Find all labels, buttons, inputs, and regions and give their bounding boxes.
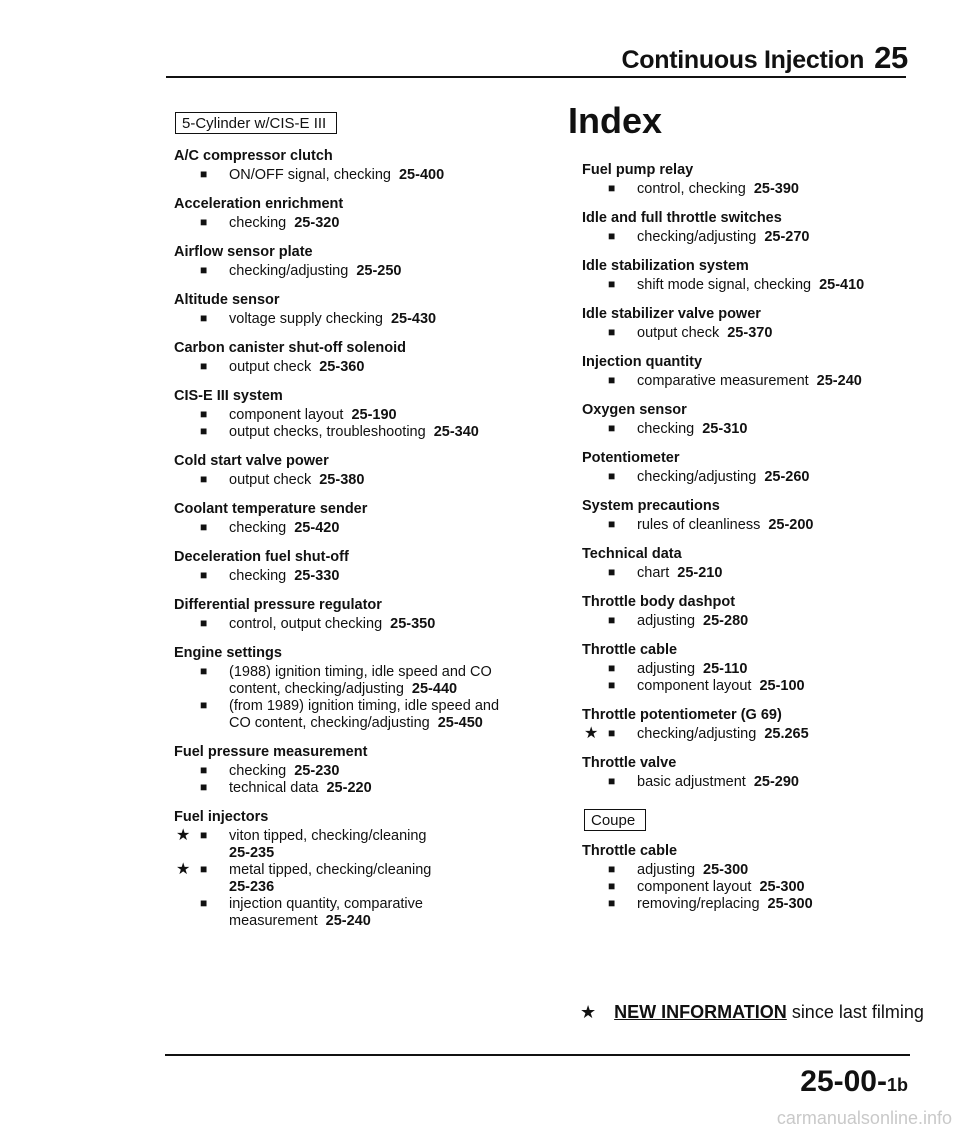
subitem-text: checking/adjusting: [637, 469, 757, 485]
entry-subitem: [174, 698, 504, 732]
entry-subitem: [174, 424, 504, 441]
subitem-text: metal tipped, checking/cleaning: [229, 862, 432, 878]
subitem-text: rules of cleanliness: [637, 517, 761, 533]
index-entry: [174, 244, 504, 280]
index-entry: [174, 549, 504, 585]
subitem-text: adjusting: [637, 613, 696, 629]
entry-subitem: [174, 263, 504, 280]
page-reference: 25-300: [703, 862, 749, 878]
entry-subitem: [582, 469, 912, 486]
index-entry: [582, 755, 912, 791]
entry-heading: Airflow sensor plate: [174, 244, 313, 260]
subitem-text: checking/adjusting: [637, 229, 757, 245]
entry-heading: Fuel pressure measurement: [174, 744, 368, 760]
entry-heading: Fuel injectors: [174, 809, 269, 825]
index-entry: [582, 162, 912, 198]
subitem-text: checking/adjusting: [229, 263, 349, 279]
entry-heading: Cold start valve power: [174, 453, 329, 469]
square-bullet-icon: ■: [608, 421, 616, 435]
index-entry: [174, 645, 504, 732]
entry-heading: Oxygen sensor: [582, 402, 687, 418]
index-entry: [174, 148, 504, 184]
star-icon: ★: [176, 827, 191, 844]
entry-subitem: [582, 517, 912, 534]
subitem-text: adjusting: [637, 862, 696, 878]
square-bullet-icon: ■: [200, 780, 208, 794]
square-bullet-icon: ■: [200, 311, 208, 325]
entry-heading: Idle stabilizer valve power: [582, 306, 761, 322]
square-bullet-icon: ■: [608, 517, 616, 531]
square-bullet-icon: ■: [608, 565, 616, 579]
index-entry: [582, 258, 912, 294]
square-bullet-icon: ■: [608, 325, 616, 339]
page-reference: 25-410: [819, 277, 865, 293]
entry-subitem: [174, 616, 504, 633]
bottom-rule: [165, 1054, 910, 1056]
index-entry: [582, 450, 912, 486]
page-reference: 25-390: [753, 181, 799, 197]
page-reference: 25-240: [816, 373, 862, 389]
square-bullet-icon: ■: [608, 469, 616, 483]
entry-subitem: [582, 661, 912, 678]
index-entry: [582, 843, 912, 913]
entry-heading: Throttle potentiometer (G 69): [582, 707, 782, 723]
index-title: Index: [568, 100, 663, 141]
coupe-box: Coupe: [584, 809, 646, 831]
star-icon: ★: [584, 725, 599, 742]
index-entry: [174, 809, 504, 930]
square-bullet-icon: ■: [200, 359, 208, 373]
square-bullet-icon: ■: [200, 424, 208, 438]
right-column: [582, 162, 912, 925]
square-bullet-icon: ■: [200, 616, 208, 630]
subitem-text: injection quantity, comparative measurement: [229, 896, 423, 929]
subitem-text: checking: [229, 568, 287, 584]
index-entry: [582, 306, 912, 342]
page-reference: 25-210: [677, 565, 723, 581]
index-entry: [582, 707, 912, 743]
entry-subitem: [582, 277, 912, 294]
page-reference: 25-340: [433, 424, 479, 440]
page-number-main: 25-00-: [800, 1065, 887, 1098]
entry-heading: A/C compressor clutch: [174, 148, 333, 164]
subitem-text: output check: [229, 472, 312, 488]
entry-heading: Fuel pump relay: [582, 162, 694, 178]
entry-heading: Throttle cable: [582, 642, 678, 658]
subitem-text: removing/replacing: [637, 896, 760, 912]
index-entry: [582, 594, 912, 630]
page-number-suffix: 1b: [886, 1075, 908, 1095]
star-icon: ★: [176, 861, 191, 878]
page-number: [800, 1065, 908, 1099]
square-bullet-icon: ■: [200, 167, 208, 181]
page-reference: 25-430: [390, 311, 437, 327]
square-bullet-icon: ■: [608, 613, 616, 627]
subitem-text: checking: [229, 520, 287, 536]
entry-subitem: [582, 678, 912, 695]
square-bullet-icon: ■: [200, 520, 208, 534]
square-bullet-icon: ■: [608, 181, 616, 195]
page-reference: 25-330: [294, 568, 340, 584]
page-reference: 25-230: [294, 763, 340, 779]
subitem-text: adjusting: [637, 661, 696, 677]
page-reference: 25-110: [703, 661, 748, 677]
page-reference: 25-380: [319, 472, 365, 488]
subitem-text: control, output checking: [229, 616, 383, 632]
page-reference: 25-310: [702, 421, 748, 437]
square-bullet-icon: ■: [200, 263, 208, 277]
subitem-text: technical data: [229, 780, 319, 796]
index-entry: [582, 498, 912, 534]
page-reference: 25-280: [703, 613, 749, 629]
square-bullet-icon: ■: [200, 472, 208, 486]
square-bullet-icon: ■: [608, 277, 616, 291]
subitem-text: checking: [229, 215, 287, 231]
entry-heading: Injection quantity: [582, 354, 703, 370]
subitem-text: basic adjustment: [637, 774, 746, 790]
footnote: [580, 1002, 924, 1023]
subitem-text: (from 1989) ignition timing, idle speed and CO content, checking/adjusting: [229, 698, 500, 731]
index-entry: [582, 402, 912, 438]
page-reference: 25-235: [229, 845, 275, 861]
square-bullet-icon: ■: [200, 215, 208, 229]
page-reference: 25-270: [764, 229, 810, 245]
entry-subitem: [582, 325, 912, 342]
entry-heading: Idle and full throttle switches: [582, 210, 782, 226]
page-reference: 25-240: [325, 913, 371, 929]
square-bullet-icon: ■: [200, 568, 208, 582]
subitem-text: checking: [229, 763, 287, 779]
entry-heading: CIS-E III system: [174, 388, 283, 404]
subitem-text: ON/OFF signal, checking: [229, 167, 391, 183]
coupe-entries: [582, 843, 912, 913]
entry-subitem: [582, 879, 912, 896]
page-reference: 25-190: [351, 407, 397, 423]
page-reference: 25-360: [319, 359, 365, 375]
page-reference: 25-400: [398, 167, 445, 183]
entry-subitem: [174, 780, 504, 797]
watermark[interactable]: carmanualsonline.info: [776, 1108, 952, 1128]
square-bullet-icon: ■: [200, 664, 208, 678]
index-entry: [582, 546, 912, 582]
square-bullet-icon: ■: [608, 879, 616, 893]
entry-subitem: [174, 896, 504, 930]
square-bullet-icon: ■: [608, 896, 616, 910]
entry-subitem: [582, 896, 912, 913]
square-bullet-icon: ■: [200, 862, 208, 876]
entry-subitem: [174, 828, 504, 862]
entry-heading: System precautions: [582, 498, 720, 514]
entry-subitem: [174, 862, 504, 896]
square-bullet-icon: ■: [200, 896, 208, 910]
entry-subitem: [174, 311, 504, 328]
entry-subitem: [582, 229, 912, 246]
square-bullet-icon: ■: [200, 407, 208, 421]
entry-heading: Carbon canister shut-off solenoid: [174, 340, 407, 356]
square-bullet-icon: ■: [608, 726, 616, 740]
entry-subitem: [174, 568, 504, 585]
square-bullet-icon: ■: [608, 678, 616, 692]
chapter-header: [622, 40, 908, 76]
entry-heading: Coolant temperature sender: [174, 501, 368, 517]
entry-heading: Idle stabilization system: [582, 258, 749, 274]
model-box: 5-Cylinder w/CIS-E III: [175, 112, 337, 134]
entry-subitem: [174, 520, 504, 537]
entry-heading: Potentiometer: [582, 450, 680, 466]
subitem-text: voltage supply checking: [229, 311, 383, 327]
index-entry: [174, 597, 504, 633]
subitem-text: component layout: [229, 407, 344, 423]
entry-subitem: [174, 215, 504, 232]
page-reference: 25-260: [764, 469, 810, 485]
page-reference: 25-420: [294, 520, 340, 536]
chapter-number: 25: [874, 40, 908, 75]
square-bullet-icon: ■: [608, 862, 616, 876]
page-reference: 25-300: [767, 896, 813, 912]
entry-heading: Acceleration enrichment: [174, 196, 344, 212]
index-entry: [582, 354, 912, 390]
entry-subitem: [582, 421, 912, 438]
entry-subitem: [174, 472, 504, 489]
page-reference: 25-220: [326, 780, 372, 796]
left-column: [174, 148, 504, 942]
entry-subitem: [582, 774, 912, 791]
star-icon: ★: [580, 1002, 597, 1022]
subitem-text: checking/adjusting: [637, 726, 757, 742]
subitem-text: output check: [637, 325, 720, 341]
square-bullet-icon: ■: [200, 763, 208, 777]
subitem-text: output checks, troubleshooting: [229, 424, 426, 440]
page-reference: 25-350: [390, 616, 436, 632]
page-reference: 25-100: [759, 678, 805, 694]
entry-heading: Altitude sensor: [174, 292, 280, 308]
index-entry: [174, 453, 504, 489]
subitem-text: viton tipped, checking/cleaning: [229, 828, 427, 844]
entry-subitem: [582, 181, 912, 198]
entry-subitem: [582, 373, 912, 390]
square-bullet-icon: ■: [200, 698, 208, 712]
index-entry: [174, 501, 504, 537]
subitem-text: comparative measurement: [637, 373, 809, 389]
entry-heading: Deceleration fuel shut-off: [174, 549, 349, 565]
page-reference: 25-370: [727, 325, 773, 341]
entry-subitem: [174, 407, 504, 424]
top-rule: [166, 76, 906, 78]
page-reference: 25-290: [753, 774, 799, 790]
subitem-text: component layout: [637, 879, 752, 895]
page-reference: 25-250: [356, 263, 402, 279]
entry-heading: Engine settings: [174, 645, 282, 661]
page-reference: 25-300: [759, 879, 805, 895]
square-bullet-icon: ■: [608, 373, 616, 387]
index-entry: [174, 388, 504, 441]
entry-subitem: [174, 664, 504, 698]
page-reference: 25-440: [411, 681, 458, 697]
index-entry: [582, 642, 912, 695]
page-reference: 25-450: [437, 715, 483, 731]
new-information-label: NEW INFORMATION: [614, 1002, 787, 1022]
subitem-text: control, checking: [637, 181, 746, 197]
entry-heading: Differential pressure regulator: [174, 597, 382, 613]
page-reference: 25-236: [229, 879, 275, 895]
subitem-text: chart: [637, 565, 670, 581]
square-bullet-icon: ■: [200, 828, 208, 842]
subitem-text: component layout: [637, 678, 752, 694]
index-entry: [174, 196, 504, 232]
chapter-title: Continuous Injection: [621, 46, 865, 74]
subitem-text: output check: [229, 359, 312, 375]
entry-subitem: [582, 613, 912, 630]
entry-heading: Technical data: [582, 546, 682, 562]
square-bullet-icon: ■: [608, 229, 616, 243]
index-entry: [174, 340, 504, 376]
entry-subitem: [174, 359, 504, 376]
index-entry: [174, 744, 504, 797]
entry-subitem: [582, 565, 912, 582]
entry-subitem: [174, 763, 504, 780]
entry-subitem: [582, 862, 912, 879]
index-entry: [582, 210, 912, 246]
entry-subitem: [582, 726, 912, 743]
entry-heading: Throttle valve: [582, 755, 677, 771]
page-reference: 25-200: [768, 517, 814, 533]
page-reference: 25-320: [294, 215, 340, 231]
square-bullet-icon: ■: [608, 661, 616, 675]
right-index-entries: [582, 162, 912, 791]
index-entry: [174, 292, 504, 328]
entry-heading: Throttle body dashpot: [582, 594, 736, 610]
subitem-text: checking: [637, 421, 695, 437]
page-reference: 25.265: [764, 726, 809, 742]
footnote-text: since last filming: [791, 1002, 924, 1022]
entry-heading: Throttle cable: [582, 843, 678, 859]
subitem-text: shift mode signal, checking: [637, 277, 812, 293]
square-bullet-icon: ■: [608, 774, 616, 788]
entry-subitem: [174, 167, 504, 184]
subitem-text: (1988) ignition timing, idle speed and CO content, checking/adjusting: [229, 664, 492, 697]
